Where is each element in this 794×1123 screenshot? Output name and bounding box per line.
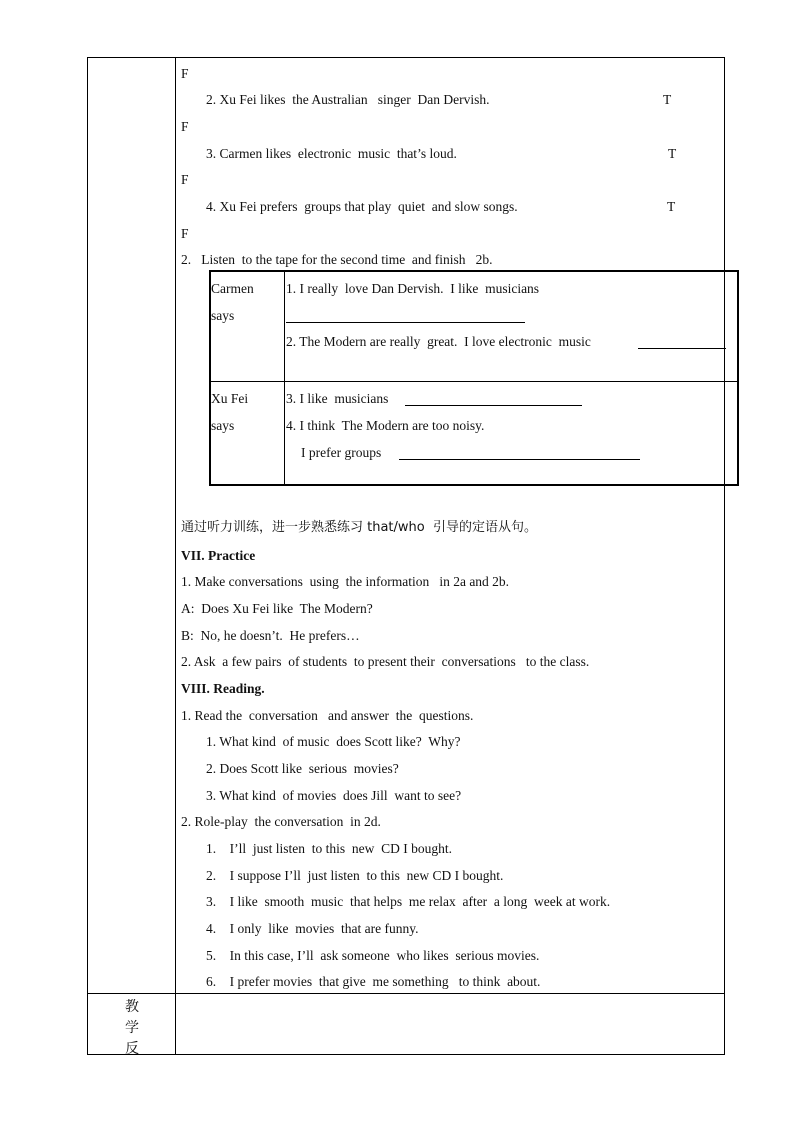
t-mark: T	[668, 146, 677, 161]
xufei-sentence-4: 4. I think The Modern are too noisy.	[286, 418, 485, 433]
answer-blank	[405, 405, 582, 406]
xufei-label: Xu Fei	[211, 391, 249, 406]
exercise-2b-table	[209, 270, 739, 486]
question-2: 2. Does Scott like serious movies?	[206, 761, 399, 776]
practice-item-1: 1. Make conversations using the information in 2a and 2b.	[181, 574, 510, 589]
f-mark: F	[181, 226, 189, 241]
side-label-char: 教	[125, 999, 139, 1015]
dialogue-b: B: No, he doesn’t. He prefers…	[181, 628, 360, 643]
xufei-sentence-3: 3. I like musicians	[286, 391, 389, 406]
carmen-sentence-2: 2. The Modern are really great. I love electronic music	[286, 334, 591, 349]
roleplay-line: 3. I like smooth music that helps me relax after a long week at work.	[206, 894, 611, 909]
answer-blank	[399, 459, 640, 460]
answer-blank	[638, 348, 726, 349]
reading-item-1: 1. Read the conversation and answer the questions.	[181, 708, 474, 723]
practice-item-2: 2. Ask a few pairs of students to present their conversations to the class.	[181, 654, 590, 669]
carmen-sentence-1: 1. I really love Dan Dervish. I like musicians	[286, 281, 540, 296]
reading-item-2: 2. Role-play the conversation in 2d.	[181, 814, 381, 829]
roleplay-line: 5. In this case, I’ll ask someone who likes serious movies.	[206, 948, 540, 963]
roleplay-line: 4. I only like movies that are funny.	[206, 921, 419, 936]
question-3: 3. What kind of movies does Jill want to see?	[206, 788, 462, 803]
roleplay-line: 2. I suppose I’ll just listen to this new CD I bought.	[206, 868, 504, 883]
xufei-label-says: says	[211, 418, 235, 433]
statement-2: 2. Xu Fei likes the Australian singer Dan Dervish.	[206, 92, 490, 107]
table-column-divider	[284, 272, 285, 484]
table-row-divider	[211, 381, 737, 382]
statement-4: 4. Xu Fei prefers groups that play quiet and slow songs.	[206, 199, 518, 214]
roleplay-line: 1. I’ll just listen to this new CD I bought.	[206, 841, 452, 856]
dialogue-a: A: Does Xu Fei like The Modern?	[181, 601, 373, 616]
roleplay-line: 6. I prefer movies that give me something to think about.	[206, 974, 541, 989]
f-mark: F	[181, 66, 189, 81]
row-divider	[87, 993, 725, 994]
t-mark: T	[663, 92, 672, 107]
question-1: 1. What kind of music does Scott like? Why?	[206, 734, 461, 749]
side-label-char: 反	[125, 1041, 139, 1057]
xufei-sentence-4b: I prefer groups	[301, 445, 382, 460]
t-mark: T	[667, 199, 676, 214]
column-divider	[175, 57, 176, 1055]
statement-3: 3. Carmen likes electronic music that’s loud.	[206, 146, 457, 161]
task-2: 2. Listen to the tape for the second time and finish 2b.	[181, 252, 493, 267]
carmen-label-says: says	[211, 308, 235, 323]
f-mark: F	[181, 119, 189, 134]
reading-heading: VIII. Reading.	[181, 681, 265, 696]
f-mark: F	[181, 172, 189, 187]
practice-heading: VII. Practice	[181, 548, 256, 563]
answer-blank	[286, 322, 525, 323]
teaching-note: 通过听力训练，进一步熟悉练习 that/who 引导的定语从句。	[181, 520, 538, 535]
carmen-label: Carmen	[211, 281, 254, 296]
side-label-char: 学	[125, 1020, 139, 1036]
